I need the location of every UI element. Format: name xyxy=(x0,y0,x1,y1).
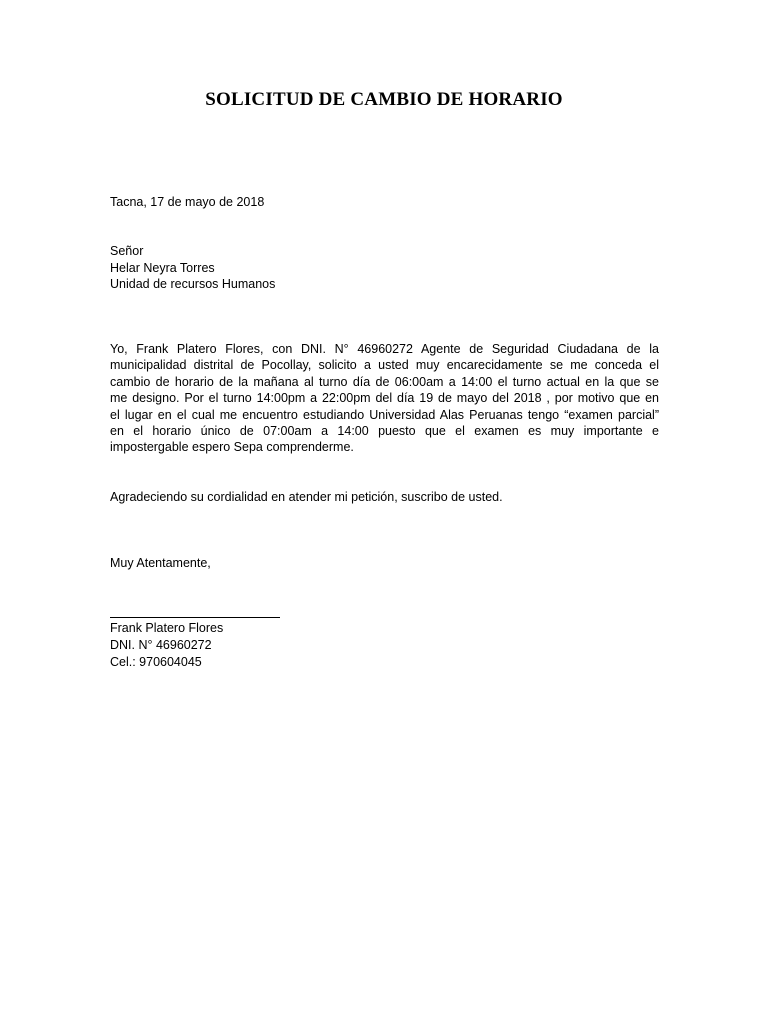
body-line: el lugar en el cual me encuentro estudiando Universidad Alas Peruanas tengo “examen parcial” xyxy=(110,407,659,422)
document-title: SOLICITUD DE CAMBIO DE HORARIO xyxy=(205,89,563,110)
body-line: Yo, Frank Platero Flores, con DNI. N° 46960272 Agente de Seguridad Ciudadana de la xyxy=(110,342,659,356)
recipient-department: Unidad de recursos Humanos xyxy=(110,277,276,291)
body-line: impostergable espero Sepa comprenderme. xyxy=(110,440,354,455)
recipient-salutation: Señor xyxy=(110,244,144,258)
signature-dni: DNI. N° 46960272 xyxy=(110,638,212,652)
date-line: Tacna, 17 de mayo de 2018 xyxy=(110,195,265,209)
signature-phone: Cel.: 970604045 xyxy=(110,655,202,669)
body-line: municipalidad distrital de Pocollay, solicito a usted muy encarecidamente se me conceda el xyxy=(110,358,659,373)
signature-name: Frank Platero Flores xyxy=(110,621,224,635)
thanks-line: Agradeciendo su cordialidad en atender mi petición, suscribo de usted. xyxy=(110,490,503,504)
recipient-name: Helar Neyra Torres xyxy=(110,261,215,275)
body-line: cambio de horario de la mañana al turno día de 06:00am a 14:00 el turno actual en la que se xyxy=(110,374,659,389)
body-paragraph xyxy=(110,341,659,456)
body-line: en el horario único de 07:00am a 14:00 puesto que el examen es muy importante e xyxy=(110,423,659,438)
closing-line: Muy Atentamente, xyxy=(110,556,211,570)
body-line: me designo. Por el turno 14:00pm a 22:00pm del día 19 de mayo del 2018 , por motivo que en xyxy=(110,391,659,406)
signature-line xyxy=(110,617,280,618)
